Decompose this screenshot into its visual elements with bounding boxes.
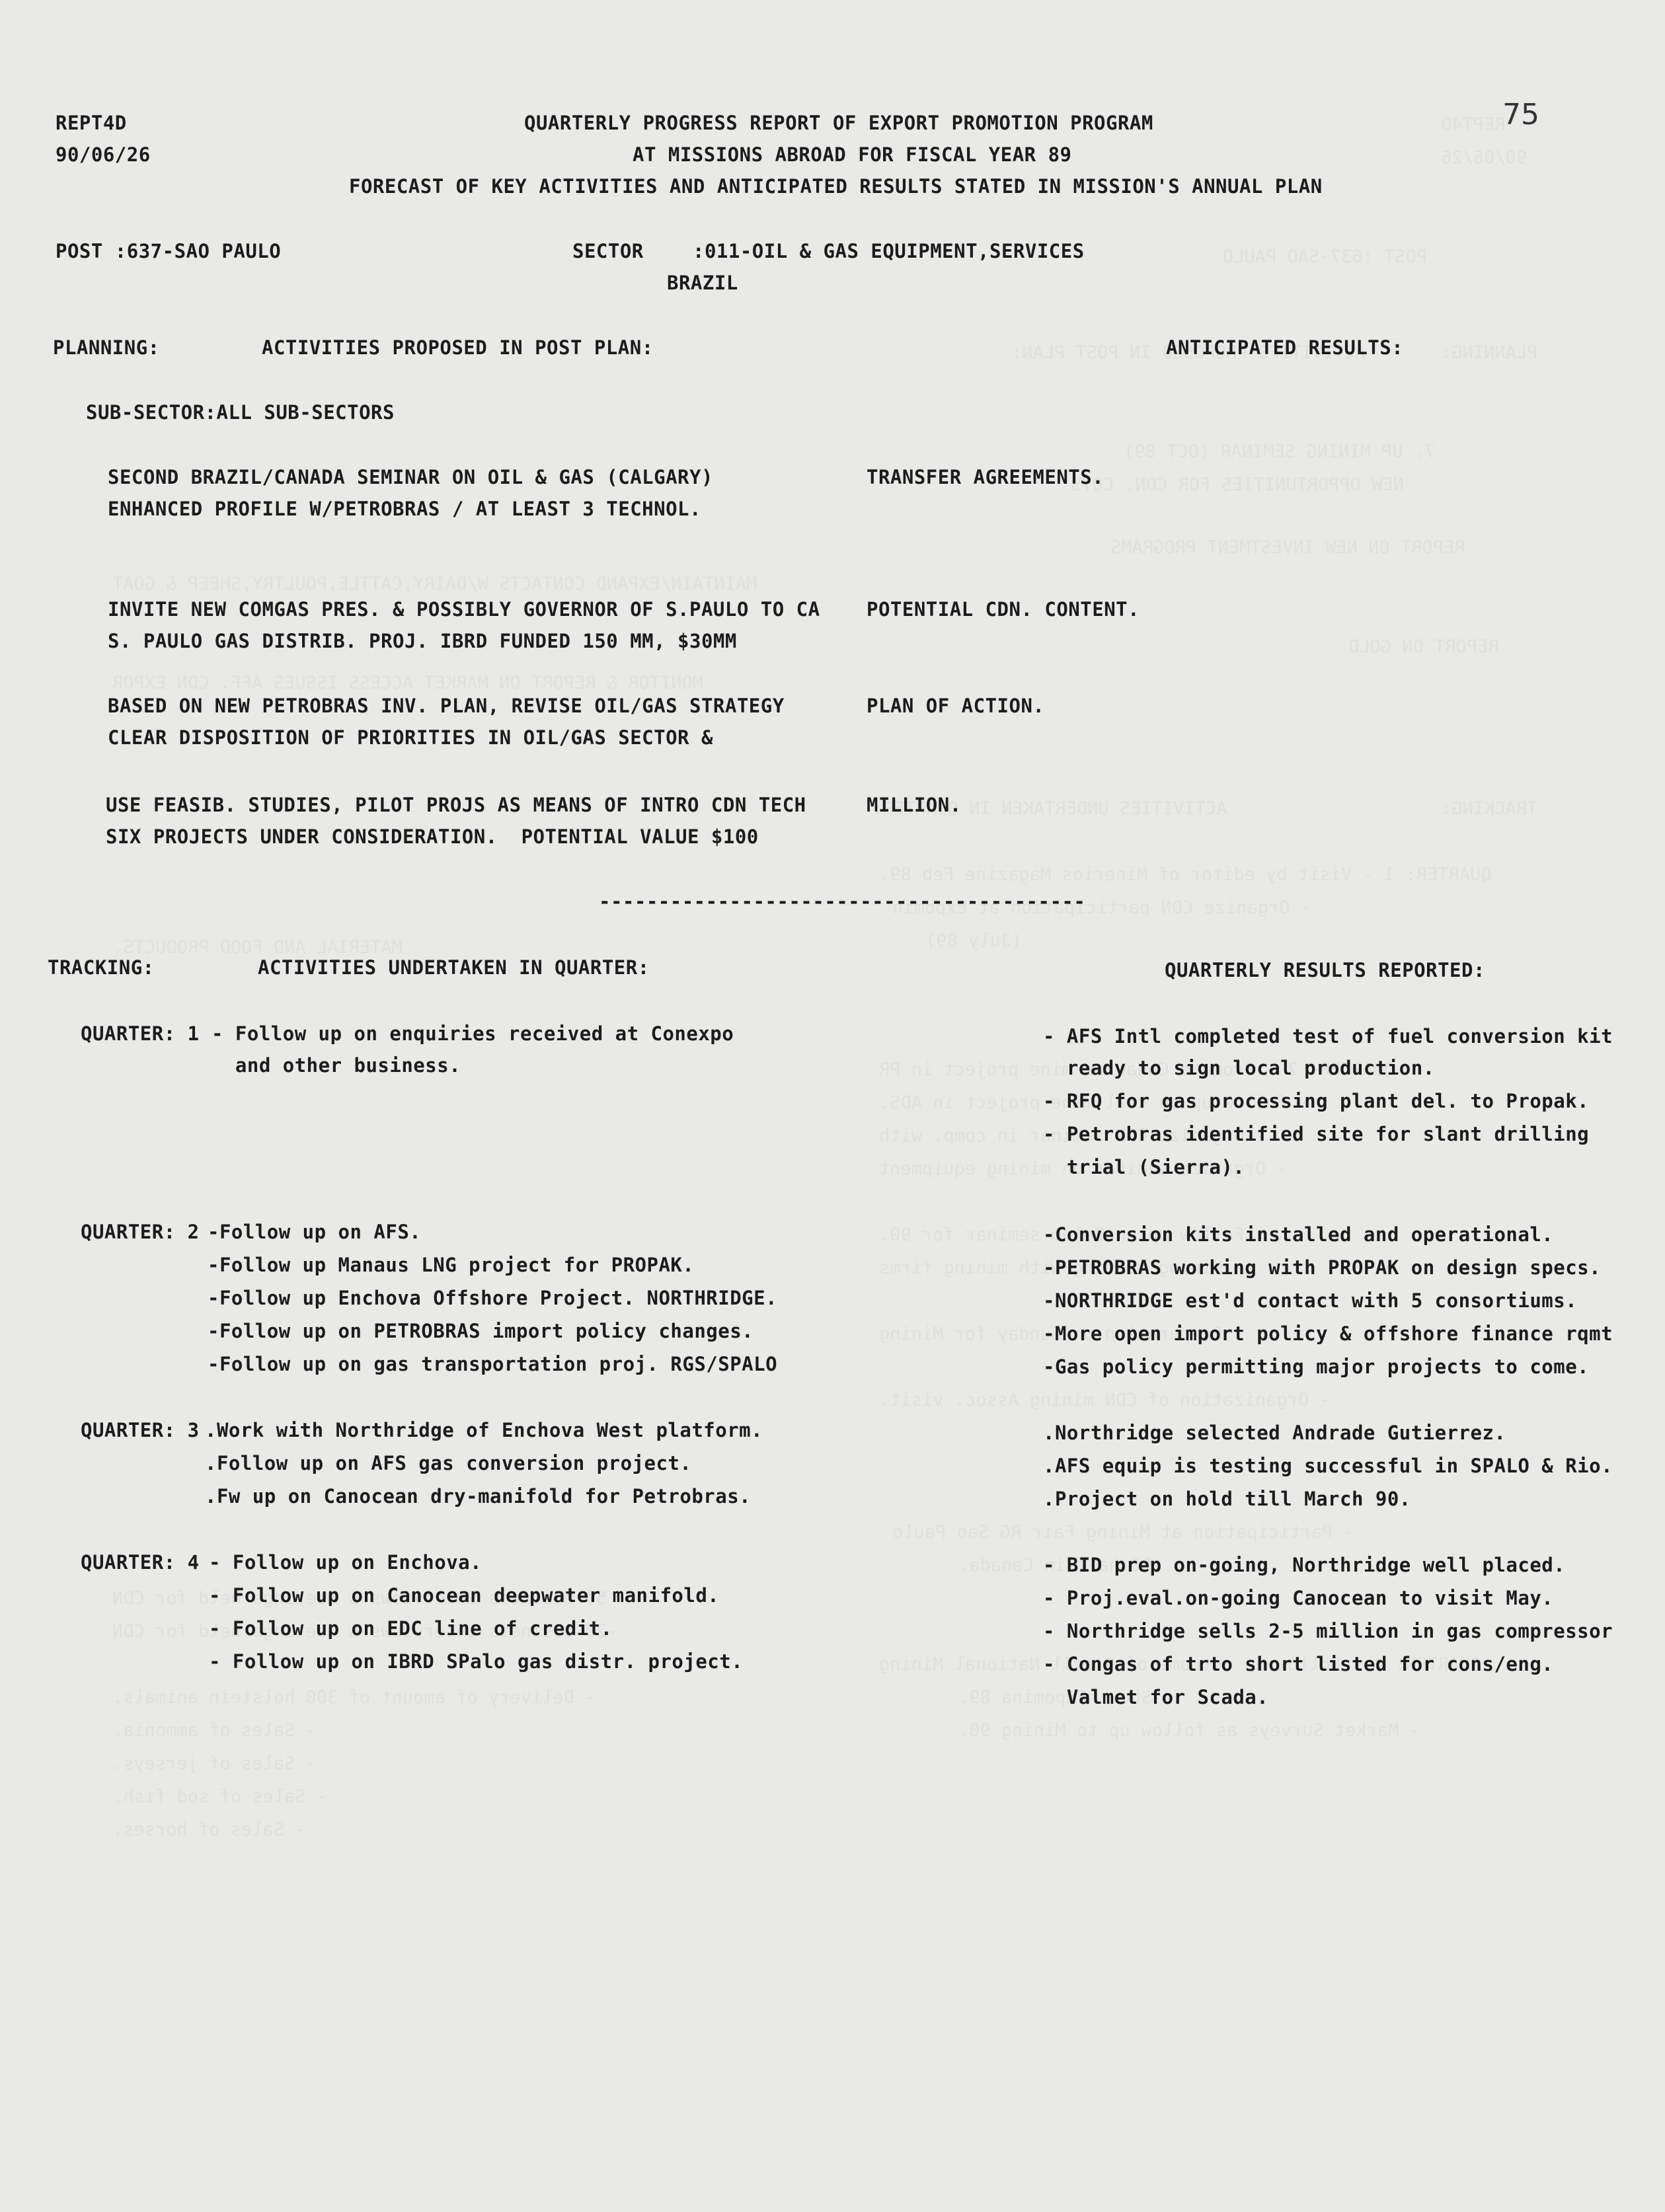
country: BRAZIL bbox=[667, 272, 738, 294]
quarter-4-result: - BID prep on-going, Northridge well placed. bbox=[1043, 1554, 1566, 1576]
quarter-3-activity: .Fw up on Canocean dry-manifold for Petrobras. bbox=[205, 1485, 752, 1507]
quarter-4-activity: - Follow up on EDC line of credit. bbox=[209, 1617, 613, 1640]
planning-activity-1-line-1: SECOND BRAZIL/CANADA SEMINAR ON OIL & GAS (CALGARY) bbox=[108, 466, 713, 488]
quarter-2-result: -Gas policy permitting major projects to come. bbox=[1043, 1355, 1590, 1378]
section-divider: ----------------------------------------- bbox=[599, 890, 1086, 913]
quarter-3-result: .Northridge selected Andrade Gutierrez. bbox=[1043, 1422, 1506, 1444]
quarter-2-result: -More open import policy & offshore finance rqmt bbox=[1043, 1322, 1613, 1345]
tracking-activities-header: ACTIVITIES UNDERTAKEN IN QUARTER: bbox=[258, 956, 650, 979]
quarter-2-activity: -Follow up on PETROBRAS import policy changes. bbox=[208, 1320, 754, 1342]
quarter-3-result: .AFS equip is testing successful in SPALO & Rio. bbox=[1043, 1455, 1613, 1477]
post-label: POST :637-SAO PAULO bbox=[56, 240, 282, 262]
planning-activity-3-line-1: BASED ON NEW PETROBRAS INV. PLAN, REVISE OIL/GAS STRATEGY bbox=[108, 695, 785, 717]
sector-label: SECTOR bbox=[572, 240, 644, 262]
report-date: 90/06/26 bbox=[56, 143, 151, 166]
quarter-2-activity: -Follow up Enchova Offshore Project. NORTHRIDGE. bbox=[208, 1287, 778, 1309]
report-title-line-3: FORECAST OF KEY ACTIVITIES AND ANTICIPATED RESULTS STATED IN MISSION'S ANNUAL PLAN bbox=[349, 175, 1323, 198]
planning-activity-2-line-1: INVITE NEW COMGAS PRES. & POSSIBLY GOVERNOR OF S.PAULO TO CA bbox=[108, 598, 820, 621]
quarter-4-result: - Proj.eval.on-going Canocean to visit May. bbox=[1043, 1587, 1554, 1609]
report-id: REPT4D bbox=[56, 112, 127, 134]
planning-result-1: TRANSFER AGREEMENTS. bbox=[867, 466, 1104, 488]
quarter-4-activity: - Follow up on Enchova. bbox=[209, 1551, 483, 1574]
quarter-3-activity: .Follow up on AFS gas conversion project. bbox=[205, 1452, 692, 1474]
quarter-2-result: -NORTHRIDGE est'd contact with 5 consortiums. bbox=[1043, 1289, 1578, 1312]
quarter-1-result: - Petrobras identified site for slant drilling bbox=[1043, 1123, 1590, 1145]
quarter-1-label: QUARTER: 1 bbox=[81, 1022, 200, 1045]
planning-activities-header: ACTIVITIES PROPOSED IN POST PLAN: bbox=[262, 336, 654, 359]
subsector-label: SUB-SECTOR:ALL SUB-SECTORS bbox=[86, 401, 395, 424]
quarter-2-result: -Conversion kits installed and operational. bbox=[1043, 1223, 1554, 1246]
quarter-2-label: QUARTER: 2 bbox=[81, 1221, 200, 1243]
planning-result-4: MILLION. bbox=[867, 794, 962, 816]
quarter-1-result: - RFQ for gas processing plant del. to Propak. bbox=[1043, 1090, 1590, 1112]
quarter-4-activity: - Follow up on IBRD SPalo gas distr. project. bbox=[209, 1650, 744, 1673]
quarter-2-activity: -Follow up Manaus LNG project for PROPAK. bbox=[208, 1254, 695, 1276]
quarter-3-result: .Project on hold till March 90. bbox=[1043, 1488, 1411, 1510]
quarter-4-activity: - Follow up on Canocean deepwater manifold. bbox=[209, 1584, 720, 1607]
quarter-2-activity: -Follow up on gas transportation proj. RGS/SPALO bbox=[208, 1353, 778, 1375]
planning-activity-1-line-2: ENHANCED PROFILE W/PETROBRAS / AT LEAST 3 TECHNOL. bbox=[108, 498, 701, 520]
quarter-1-result: ready to sign local production. bbox=[1043, 1057, 1435, 1079]
report-title-line-1: QUARTERLY PROGRESS REPORT OF EXPORT PROMOTION PROGRAM bbox=[524, 112, 1153, 134]
planning-label: PLANNING: bbox=[53, 336, 160, 359]
planning-result-2: POTENTIAL CDN. CONTENT. bbox=[867, 598, 1140, 621]
quarter-4-result: - Northridge sells 2-5 million in gas compressor bbox=[1043, 1620, 1613, 1642]
quarter-4-result: Valmet for Scada. bbox=[1043, 1686, 1269, 1708]
planning-activity-2-line-2: S. PAULO GAS DISTRIB. PROJ. IBRD FUNDED 150 MM, $30MM bbox=[108, 630, 737, 652]
quarter-2-activity: -Follow up on AFS. bbox=[208, 1221, 422, 1243]
planning-results-header: ANTICIPATED RESULTS: bbox=[1166, 336, 1404, 359]
quarter-1-result: - AFS Intl completed test of fuel conversion kit bbox=[1043, 1025, 1613, 1048]
planning-activity-4-line-1: USE FEASIB. STUDIES, PILOT PROJS AS MEANS OF INTRO CDN TECH bbox=[106, 794, 806, 816]
quarter-4-label: QUARTER: 4 bbox=[81, 1551, 200, 1574]
quarter-1-activity: and other business. bbox=[212, 1054, 461, 1077]
tracking-results-header: QUARTERLY RESULTS REPORTED: bbox=[1165, 959, 1485, 981]
planning-result-3: PLAN OF ACTION. bbox=[867, 695, 1045, 717]
quarter-3-activity: .Work with Northridge of Enchova West platform. bbox=[205, 1419, 763, 1441]
quarter-4-result: - Congas of trto short listed for cons/eng. bbox=[1043, 1653, 1554, 1675]
report-title-line-2: AT MISSIONS ABROAD FOR FISCAL YEAR 89 bbox=[633, 143, 1072, 166]
quarter-3-label: QUARTER: 3 bbox=[81, 1419, 200, 1441]
planning-activity-3-line-2: CLEAR DISPOSITION OF PRIORITIES IN OIL/GAS SECTOR & bbox=[108, 726, 713, 749]
quarter-1-result: trial (Sierra). bbox=[1043, 1156, 1245, 1178]
quarter-2-result: -PETROBRAS working with PROPAK on design specs. bbox=[1043, 1256, 1602, 1279]
page-number: 75 bbox=[1502, 98, 1539, 132]
quarter-1-activity: - Follow up on enquiries received at Conexpo bbox=[212, 1022, 734, 1045]
planning-activity-4-line-2: SIX PROJECTS UNDER CONSIDERATION. POTENTIAL VALUE $100 bbox=[106, 825, 759, 848]
sector-value: :011-OIL & GAS EQUIPMENT,SERVICES bbox=[693, 240, 1085, 262]
tracking-label: TRACKING: bbox=[48, 956, 155, 979]
